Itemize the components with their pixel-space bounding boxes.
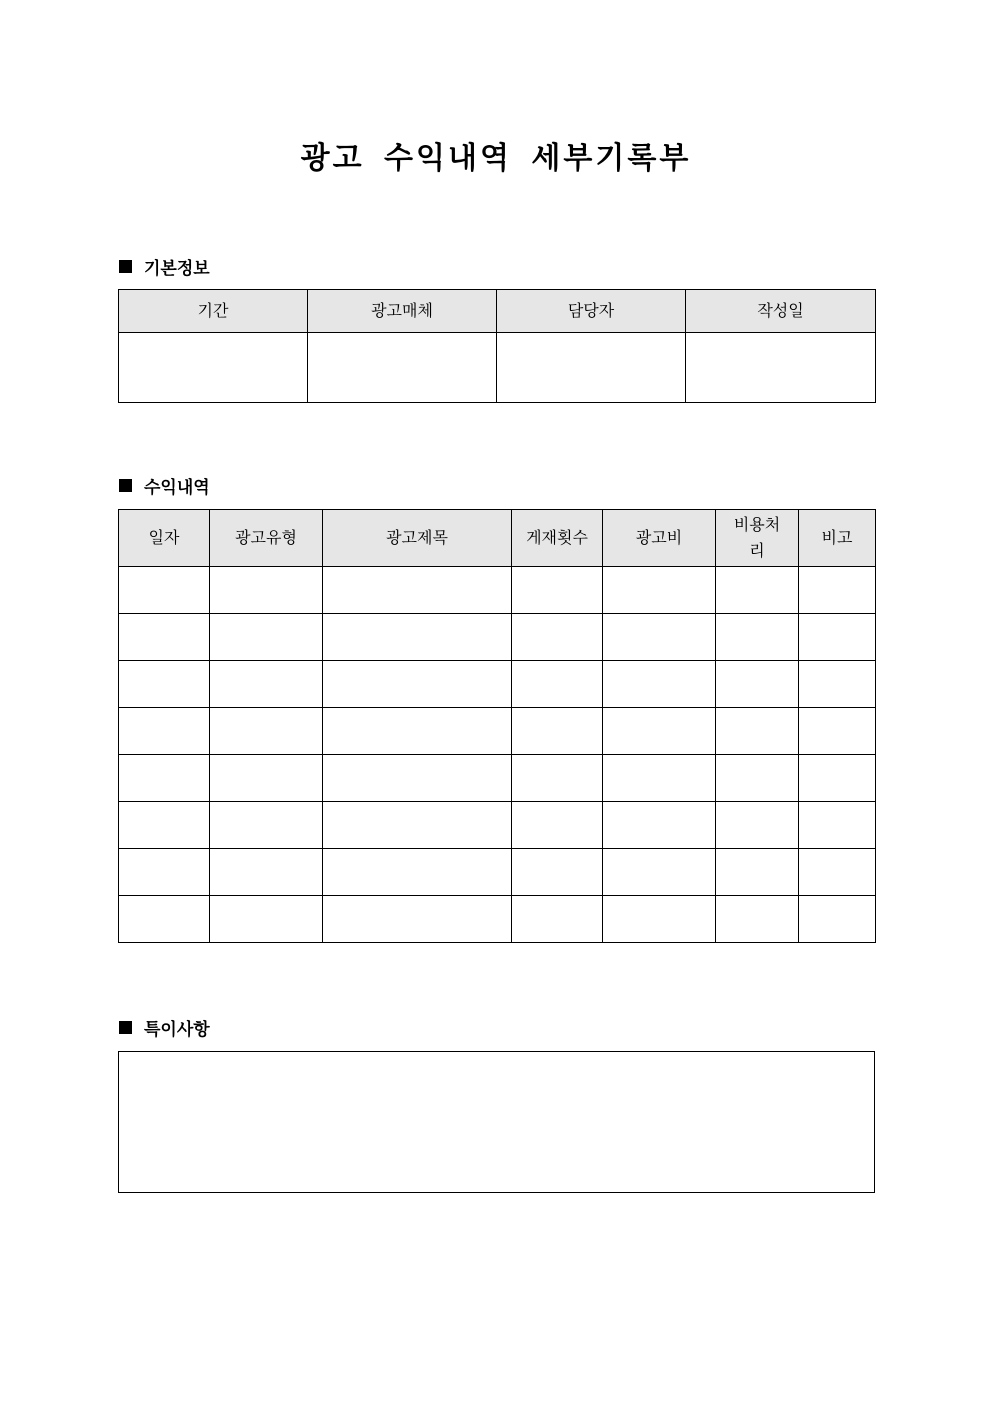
ad-title-cell[interactable] <box>323 614 512 661</box>
ad-cost-cell[interactable] <box>603 661 716 708</box>
header-ad-media: 광고매체 <box>308 290 497 333</box>
cost-processing-cell[interactable] <box>716 802 799 849</box>
cost-processing-cell[interactable] <box>716 661 799 708</box>
ad-type-cell[interactable] <box>210 802 323 849</box>
basic-info-heading-label: 기본정보 <box>144 259 210 279</box>
placements-cell[interactable] <box>512 614 603 661</box>
date-cell[interactable] <box>119 708 210 755</box>
ad-cost-cell[interactable] <box>603 614 716 661</box>
placements-cell[interactable] <box>512 802 603 849</box>
ad-title-cell[interactable] <box>323 567 512 614</box>
table-row <box>119 661 876 708</box>
header-date: 일자 <box>119 510 210 567</box>
table-row <box>119 755 876 802</box>
header-ad-type: 광고유형 <box>210 510 323 567</box>
placements-cell[interactable] <box>512 661 603 708</box>
ad-cost-cell[interactable] <box>603 708 716 755</box>
remarks-cell[interactable] <box>799 708 876 755</box>
ad-cost-cell[interactable] <box>603 802 716 849</box>
ad-type-cell[interactable] <box>210 614 323 661</box>
cost-processing-cell[interactable] <box>716 896 799 943</box>
date-cell[interactable] <box>119 661 210 708</box>
revenue-header-row <box>119 510 876 567</box>
placements-cell[interactable] <box>512 896 603 943</box>
header-cost-processing: 비용처 리 <box>716 510 799 567</box>
date-cell[interactable] <box>119 802 210 849</box>
ad-type-cell[interactable] <box>210 896 323 943</box>
notes-textarea[interactable] <box>118 1051 875 1193</box>
date-written-cell[interactable] <box>686 333 876 403</box>
table-row <box>119 567 876 614</box>
square-bullet-icon <box>119 260 132 273</box>
ad-type-cell[interactable] <box>210 661 323 708</box>
notes-heading <box>119 1015 210 1040</box>
placements-cell[interactable] <box>512 755 603 802</box>
cost-processing-cell[interactable] <box>716 849 799 896</box>
remarks-cell[interactable] <box>799 802 876 849</box>
remarks-cell[interactable] <box>799 661 876 708</box>
ad-type-cell[interactable] <box>210 567 323 614</box>
header-ad-title: 광고제목 <box>323 510 512 567</box>
date-cell[interactable] <box>119 755 210 802</box>
ad-title-cell[interactable] <box>323 755 512 802</box>
table-row <box>119 614 876 661</box>
cost-processing-cell[interactable] <box>716 614 799 661</box>
basic-info-table <box>118 289 876 403</box>
ad-title-cell[interactable] <box>323 896 512 943</box>
remarks-cell[interactable] <box>799 849 876 896</box>
square-bullet-icon <box>119 479 132 492</box>
placements-cell[interactable] <box>512 849 603 896</box>
cost-processing-cell[interactable] <box>716 708 799 755</box>
table-row <box>119 896 876 943</box>
period-cell[interactable] <box>119 333 308 403</box>
ad-cost-cell[interactable] <box>603 567 716 614</box>
header-ad-cost: 광고비 <box>603 510 716 567</box>
ad-media-cell[interactable] <box>308 333 497 403</box>
document-title: 광고 수익내역 세부기록부 <box>300 141 692 176</box>
remarks-cell[interactable] <box>799 567 876 614</box>
date-cell[interactable] <box>119 896 210 943</box>
revenue-table <box>118 509 876 943</box>
date-cell[interactable] <box>119 567 210 614</box>
date-cell[interactable] <box>119 849 210 896</box>
header-date-written: 작성일 <box>686 290 876 333</box>
placements-cell[interactable] <box>512 708 603 755</box>
basic-info-row <box>119 333 876 403</box>
header-manager: 담당자 <box>497 290 686 333</box>
table-row <box>119 802 876 849</box>
ad-type-cell[interactable] <box>210 708 323 755</box>
table-row <box>119 708 876 755</box>
header-remarks: 비고 <box>799 510 876 567</box>
ad-title-cell[interactable] <box>323 849 512 896</box>
remarks-cell[interactable] <box>799 755 876 802</box>
manager-cell[interactable] <box>497 333 686 403</box>
ad-title-cell[interactable] <box>323 802 512 849</box>
ad-type-cell[interactable] <box>210 849 323 896</box>
ad-cost-cell[interactable] <box>603 849 716 896</box>
square-bullet-icon <box>119 1021 132 1034</box>
ad-type-cell[interactable] <box>210 755 323 802</box>
basic-info-heading <box>119 254 210 279</box>
ad-title-cell[interactable] <box>323 708 512 755</box>
revenue-heading <box>119 473 210 498</box>
ad-title-cell[interactable] <box>323 661 512 708</box>
placements-cell[interactable] <box>512 567 603 614</box>
table-row <box>119 849 876 896</box>
remarks-cell[interactable] <box>799 896 876 943</box>
date-cell[interactable] <box>119 614 210 661</box>
notes-heading-label: 특이사항 <box>144 1020 210 1040</box>
cost-processing-cell[interactable] <box>716 755 799 802</box>
header-period: 기간 <box>119 290 308 333</box>
basic-info-header-row <box>119 290 876 333</box>
ad-cost-cell[interactable] <box>603 755 716 802</box>
header-placements: 게재횟수 <box>512 510 603 567</box>
cost-processing-cell[interactable] <box>716 567 799 614</box>
ad-cost-cell[interactable] <box>603 896 716 943</box>
revenue-heading-label: 수익내역 <box>144 478 210 498</box>
remarks-cell[interactable] <box>799 614 876 661</box>
